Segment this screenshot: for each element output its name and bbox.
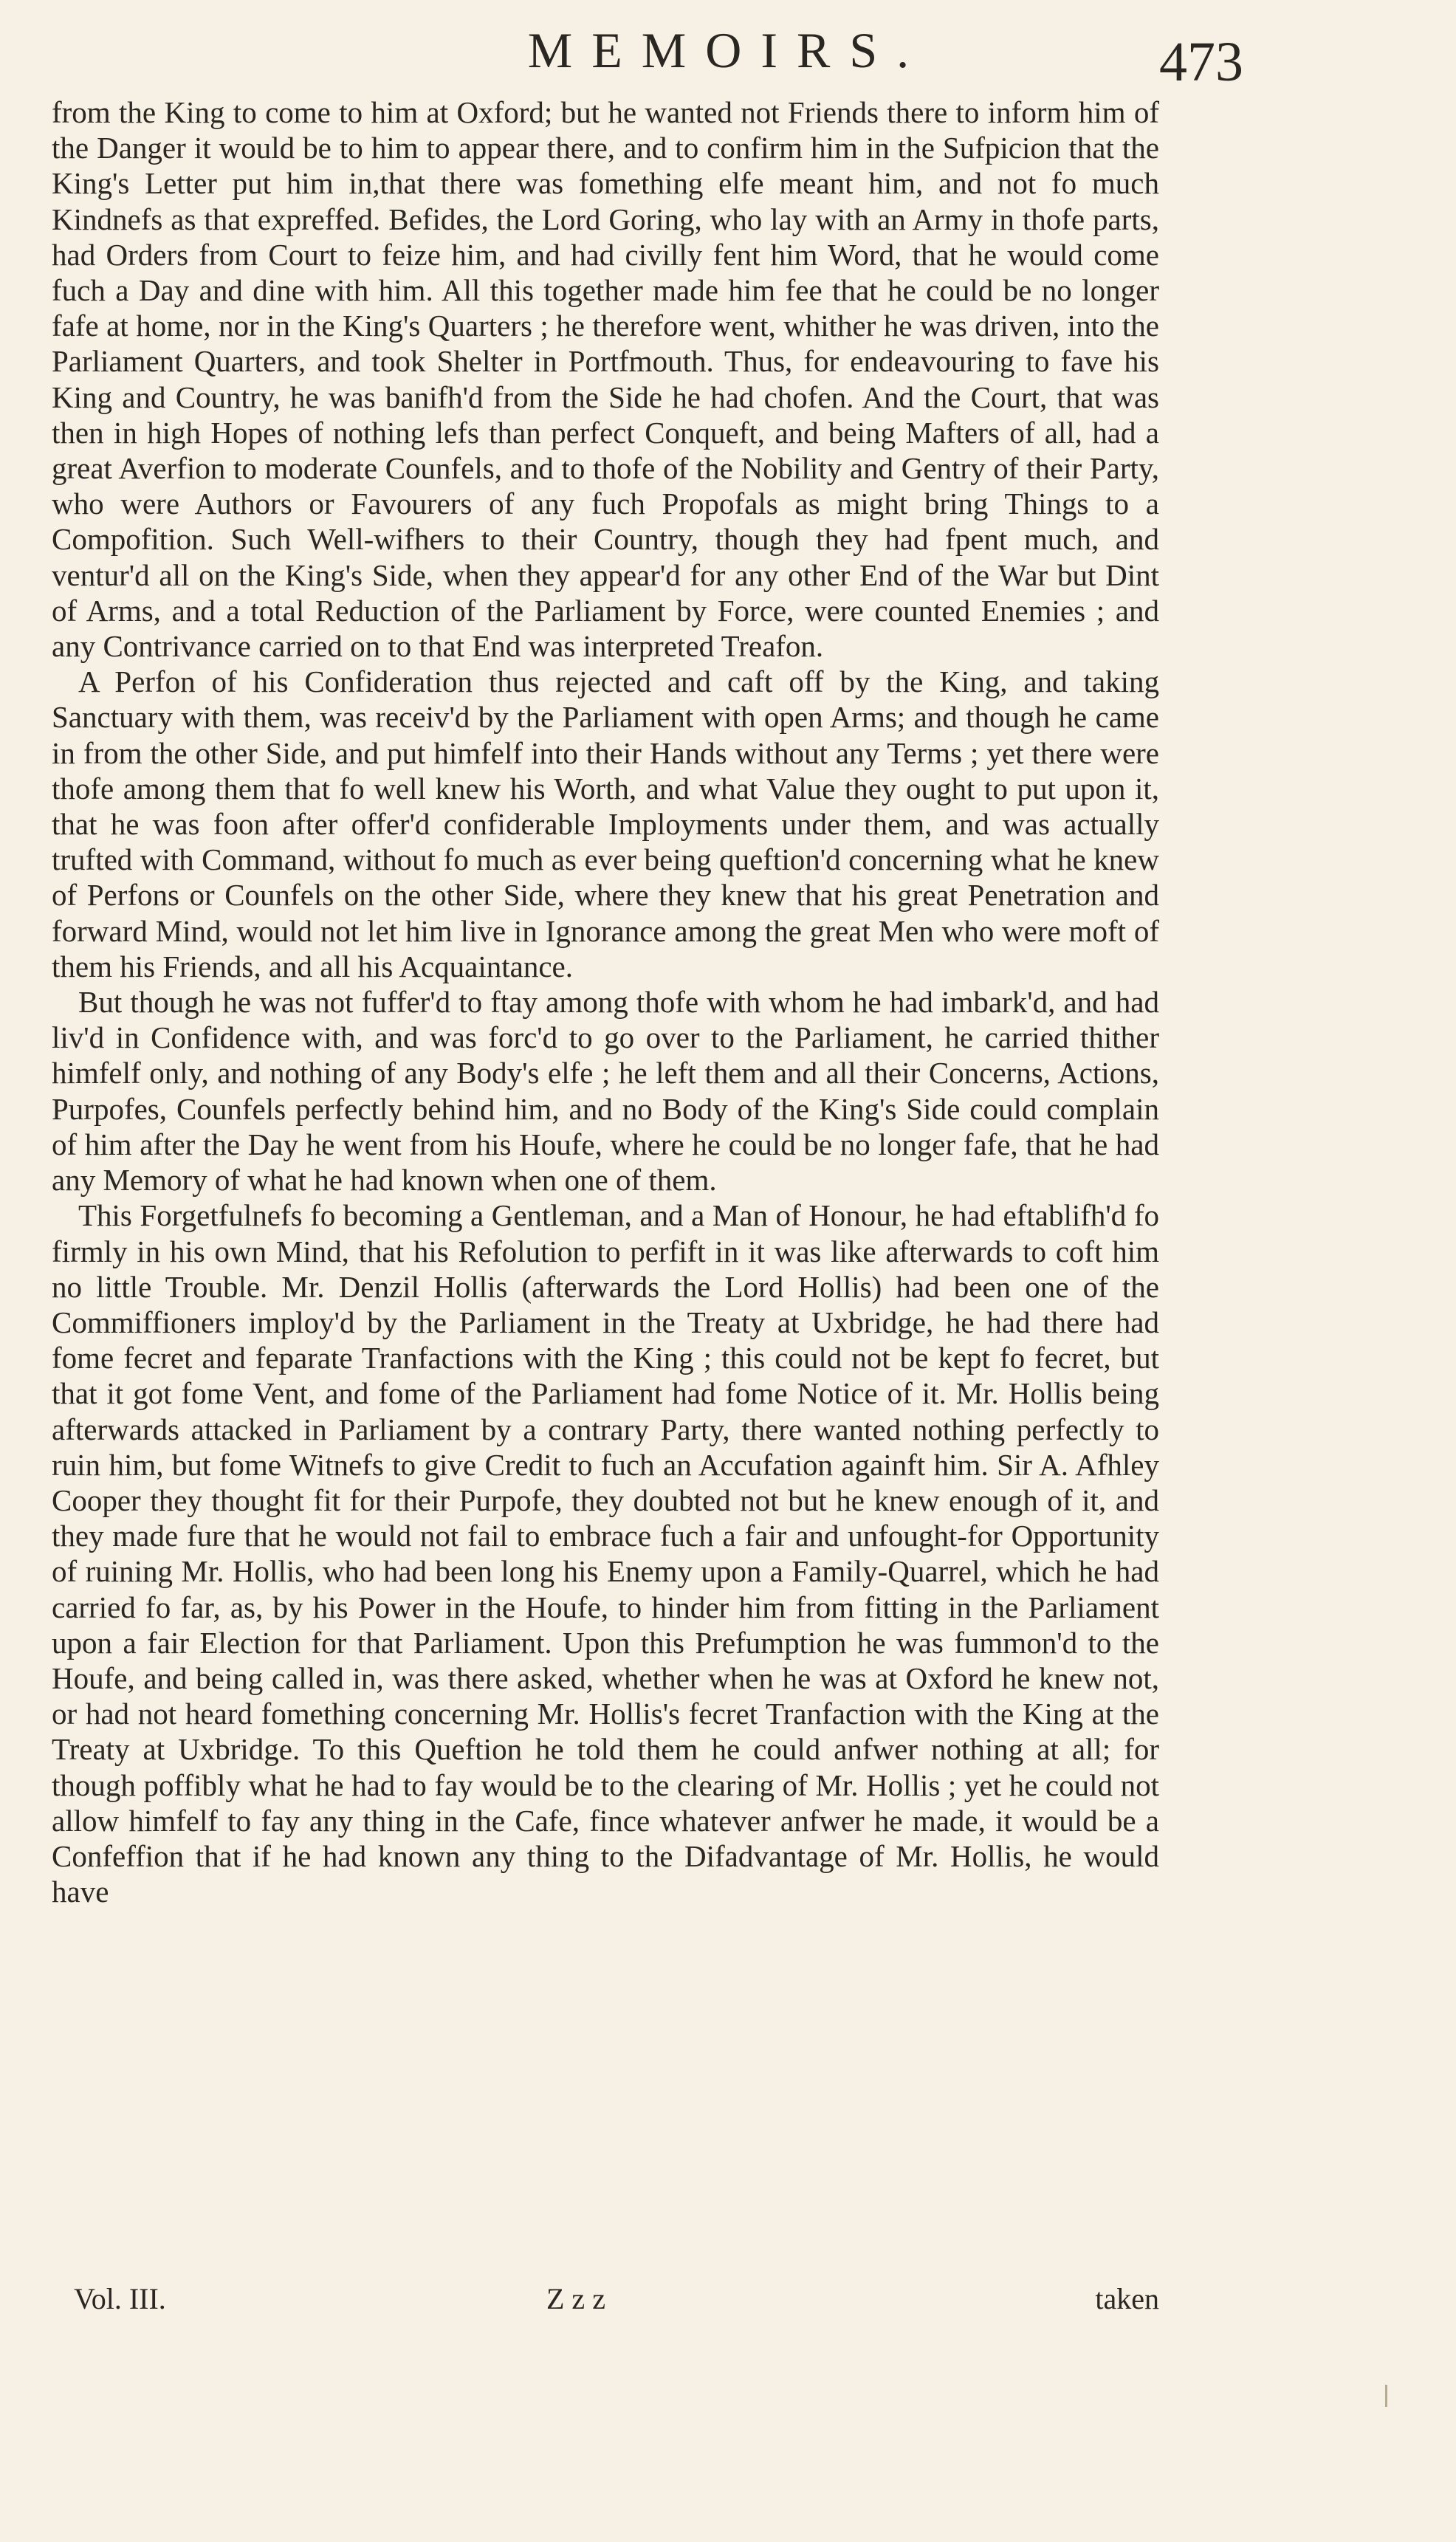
- volume-label: Vol. III.: [74, 2282, 166, 2315]
- catchword: taken: [1095, 2282, 1159, 2315]
- paragraph: This Forgetfulnefs fo becoming a Gentleman, and a Man of Honour, he had eftablifh'd fo firmly in his own Mind, that his Refolution to perfift in it was like afterwards to coft him no little Trouble. Mr. Denzil Hollis (afterwards the Lord Hollis) had been one of the Commiffioners imploy'd by the Parliament in the Treaty at Uxbridge, he had there had fome fecret and feparate Tranfactions with the King ; this could not be kept fo fecret, but that it got fome Vent, and fome of the Parliament had fome Notice of it. Mr. Hollis being afterwards attacked in Parliament by a contrary Party, there wanted nothing perfectly to ruin him, but fome Witnefs to give Credit to fuch an Accufation againft him. Sir A. Afhley Cooper they thought fit for their Purpofe, they doubted not but he knew enough of it, and they made fure that he would not fail to embrace fuch a fair and unfought-for Opportunity of ruining Mr. Hollis, who had been long his Enemy upon a Family-Quarrel, which he had carried fo far, as, by his Power in the Houfe, to hinder him from fitting in the Parliament upon a fair Election for that Parliament. Upon this Prefumption he was fummon'd to the Houfe, and being called in, was there asked, whether when he was at Oxford he knew not, or had not heard fomething concerning Mr. Hollis's fecret Tranfaction with the King at the Treaty at Uxbridge. To this Queftion he told them he could anfwer nothing at all; for though poffibly what he had to fay would be to the clearing of Mr. Hollis ; yet he could not allow himfelf to fay any thing in the Cafe, fince whatever anfwer he made, it would be a Confeffion that if he had known any thing to the Difadvantage of Mr. Hollis, he would have: [52, 1198, 1159, 1909]
- paragraph: But though he was not fuffer'd to ftay among thofe with whom he had imbark'd, and had liv'd in Confidence with, and was forc'd to go over to the Parliament, he carried thither himfelf only, and nothing of any Body's elfe ; he left them and all their Concerns, Actions, Purpofes, Counfels perfectly behind him, and no Body of the King's Side could complain of him after the Day he went from his Houfe, where he could be no longer fafe, that he had any Memory of what he had known when one of them.: [52, 985, 1159, 1198]
- margin-mark: [1385, 2385, 1387, 2407]
- signature-mark: Zzz: [546, 2282, 613, 2315]
- running-header-title: MEMOIRS.: [527, 22, 929, 78]
- page-number: 473: [1159, 31, 1243, 93]
- body-text: [52, 95, 1159, 1909]
- paragraph-continued: from the King to come to him at Oxford; but he wanted not Friends there to inform him of the Danger it would be to him to appear there, and to confirm him in the Sufpicion that the King's Letter put him in,that there was fomething elfe meant him, and not fo much Kindnefs as that expreffed. Befides, the Lord Goring, who lay with an Army in thofe parts, had Orders from Court to feize him, and had civilly fent him Word, that he would come fuch a Day and dine with him. All this together made him fee that he could be no longer fafe at home, nor in the King's Quarters ; he therefore went, whither he was driven, into the Parliament Quarters, and took Shelter in Portfmouth. Thus, for endeavouring to fave his King and Country, he was banifh'd from the Side he had chofen. And the Court, that was then in high Hopes of nothing lefs than perfect Conqueft, and being Mafters of all, had a great Averfion to moderate Counfels, and to thofe of the Nobility and Gentry of their Party, who were Authors or Favourers of any fuch Propofals as might bring Things to a Compofition. Such Well-wifhers to their Country, though they had fpent much, and ventur'd all on the King's Side, when they appear'd for any other End of the War but Dint of Arms, and a total Reduction of the Parliament by Force, were counted Enemies ; and any Contrivance carried on to that End was interpreted Treafon.: [52, 95, 1159, 664]
- page-footer: [74, 2280, 1159, 2318]
- paragraph: A Perfon of his Confideration thus rejected and caft off by the King, and taking Sanctuary with them, was receiv'd by the Parliament with open Arms; and though he came in from the other Side, and put himfelf into their Hands without any Terms ; yet there were thofe among them that fo well knew his Worth, and what Value they ought to put upon it, that he was foon after offer'd confiderable Imployments under them, and was actually trufted with Command, without fo much as ever being queftion'd concerning what he knew of Perfons or Counfels on the other Side, where they knew that his great Penetration and forward Mind, would not let him live in Ignorance among the great Men who were moft of them his Friends, and all his Acquaintance.: [52, 664, 1159, 983]
